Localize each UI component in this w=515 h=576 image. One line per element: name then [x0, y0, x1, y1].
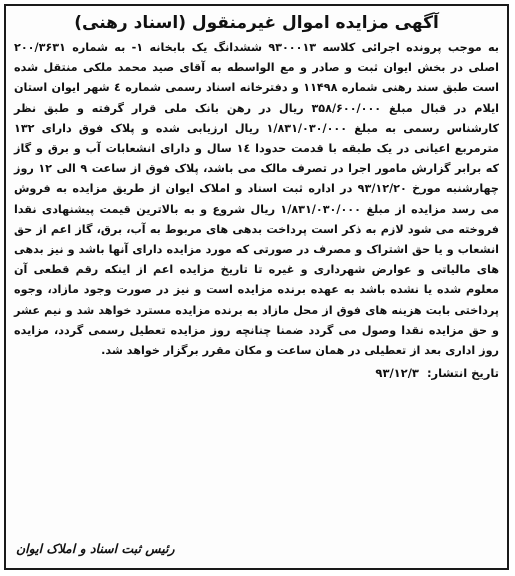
auction-notice [4, 4, 509, 570]
publish-date-line [14, 363, 499, 383]
publish-date-label: تاریخ انتشار: [426, 366, 499, 381]
notice-title: آگهی مزایده اموال غیرمنقول (اسناد رهنی) [74, 13, 439, 33]
signature-line [16, 541, 497, 556]
notice-body: به موجب پرونده اجرائی کلاسه ۹۳۰۰۰۱۳ ششدانگ یک بابخانه ۱- به شماره ۲۰۰/۳۶۳۱ اصلی در بخش ایوان ثبت و صادر و مع الواسطه به آقای صید محمد ملکی منتقل شده است طبق سند رهنی شماره ۱۱۴۹۸ و دفترخانه اسناد رسمی شماره ٤ شهر ایوان استان ایلام در قبال مبلغ ۳۵۸/۶۰۰/۰۰۰ ریال در رهن بانک ملی قرار گرفته و طبق نظر کارشناس رسمی به مبلغ ۱/۸۳۱/۰۳۰/۰۰۰ ریال ارزیابی شده و پلاک فوق دارای ۱۳۲ مترمربع اعیانی در یک طبقه با قدمت حدودا ۱٤ سال و دارای انشعابات آب و برق و گاز که برابر گزارش مامور اجرا در تصرف مالک می باشد، پلاک فوق از ساعت ۹ الی ۱۲ روز چهارشنبه مورخ ۹۳/۱۲/۲۰ در اداره ثبت اسناد و املاک ایوان از طریق مزایده به فروش می رسد مزایده از مبلغ ۱/۸۳۱/۰۳۰/۰۰۰ ریال شروع و به بالاترین قیمت پیشنهادی نقدا فروخته می شود لازم به ذکر است پرداخت بدهی های مربوط به آب، برق، گاز اعم از حق انشعاب و یا حق اشتراک و مصرف در صورتی که مورد مزایده دارای آنها باشد و نیز بدهی های مالیاتی و عوارض شهرداری و غیره تا تاریخ مزایده اعم از اینکه رقم قطعی آن معلوم شده یا نشده باشد به عهده برنده مزایده است و نیز در صورت وجود مازاد، وجوه پرداختی بابت هزینه های فوق از محل مازاد به برنده مزایده مسترد خواهد شد و نیم عشر و حق مزایده نقدا وصول می گردد ضمنا چنانچه روز مزایده تعطیل رسمی گردد، مزایده روز اداری بعد از تعطیلی در همان ساعت و مکان مقرر برگزار خواهد شد. [14, 41, 500, 358]
signatory-title: رئیس ثبت اسناد و املاک ایوان [16, 541, 175, 556]
publish-date-value: ۹۳/۱۲/۳ [375, 366, 419, 381]
